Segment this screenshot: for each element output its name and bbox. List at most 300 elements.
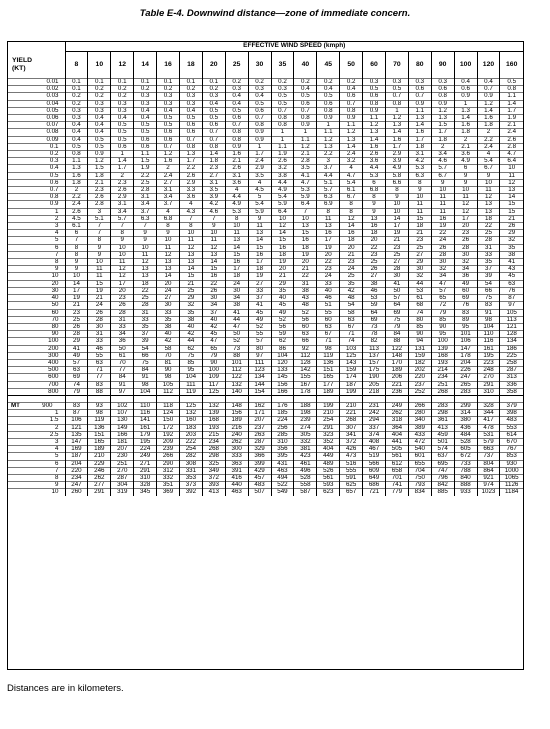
distance-cell: 0.6 [363,93,386,100]
distance-cell: 246 [88,467,111,474]
distance-cell: 12 [111,266,134,273]
distance-cell: 35 [500,244,523,251]
distance-cell: 17 [385,223,408,230]
distance-cell: 6.4 [294,201,317,208]
distance-cell: 79 [385,323,408,330]
distance-cell: 670 [500,438,523,445]
distance-cell: 7 [134,223,157,230]
distance-cell: 3.4 [157,194,180,201]
distance-cell: 28 [65,331,88,338]
distance-cell: 40 [157,331,180,338]
distance-cell: 1.4 [454,115,477,122]
distance-cell: 63 [500,280,523,287]
distance-cell: 12 [157,251,180,258]
distance-cell: 373 [179,482,202,489]
distance-cell: 14 [157,273,180,280]
yield-cell: 0.3 [8,158,65,165]
distance-cell: 0.6 [454,86,477,93]
distance-cell: 0.3 [248,86,271,93]
distance-cell: 156 [225,410,248,417]
distance-cell: 3.1 [134,194,157,201]
distance-cell: 4.4 [271,179,294,186]
distance-cell: 88 [225,352,248,359]
distance-cell: 4.3 [179,208,202,215]
distance-cell: 16 [317,230,340,237]
distance-cell: 24 [88,302,111,309]
yield-cell: 4 [8,230,65,237]
distance-cell: 2.6 [363,151,386,158]
distance-cell: 20 [454,223,477,230]
distance-cell: 5 [248,194,271,201]
table-row [8,194,523,201]
distance-cell: 16 [294,237,317,244]
distance-cell: 483 [500,417,523,424]
distance-cell: 125 [179,402,202,409]
table-row [8,266,523,273]
table-row [8,323,523,330]
yield-cell: 0.01 [8,79,65,86]
distance-cell: 11 [431,208,454,215]
distance-cell: 16 [363,223,386,230]
distance-cell: 2.6 [88,194,111,201]
distance-cell: 23 [65,309,88,316]
distance-cell: 369 [157,489,180,496]
distance-cell: 352 [317,438,340,445]
distance-cell: 44 [179,338,202,345]
distance-cell: 436 [454,424,477,431]
distance-cell: 1.4 [385,129,408,136]
distance-cell: 21 [179,280,202,287]
distance-cell: 0.7 [385,93,408,100]
speed-header-50: 50 [340,52,363,79]
distance-cell: 14 [248,237,271,244]
distance-cell: 10 [134,244,157,251]
distance-cell: 155 [294,374,317,381]
distance-cell: 6.8 [157,215,180,222]
distance-cell: 0.3 [179,93,202,100]
distance-cell: 73 [363,323,386,330]
distance-cell: 12 [477,194,500,201]
distance-cell: 26 [454,237,477,244]
distance-cell: 8 [179,223,202,230]
distance-cell: 174 [340,374,363,381]
distance-cell: 416 [225,474,248,481]
distance-cell: 247 [65,482,88,489]
distance-cell: 10 [385,208,408,215]
distance-cell: 90 [431,323,454,330]
yield-cell: 0.04 [8,100,65,107]
yield-cell: 2 [8,215,65,222]
distance-cell: 132 [202,402,225,409]
speed-header-40: 40 [294,52,317,79]
distance-cell: 148 [225,402,248,409]
distance-cell: 0.4 [88,115,111,122]
distance-cell: 160 [179,417,202,424]
table-row [8,331,523,338]
distance-cell: 0.6 [294,100,317,107]
distance-cell: 31 [134,309,157,316]
distance-cell: 0.9 [431,100,454,107]
distance-cell: 14 [202,259,225,266]
yield-cell: 1 [8,410,65,417]
distance-cell: 31 [111,316,134,323]
distance-cell: 2.1 [225,158,248,165]
distance-cell: 199 [317,402,340,409]
distance-cell: 1.4 [202,151,225,158]
distance-cell: 11 [88,273,111,280]
distance-cell: 0.4 [477,79,500,86]
distance-cell: 52 [225,338,248,345]
distance-cell: 104 [477,323,500,330]
distance-cell: 0.3 [271,86,294,93]
distance-cell: 11 [88,266,111,273]
distance-cell: 0.2 [294,79,317,86]
distance-cell: 2.2 [179,165,202,172]
distance-cell: 332 [157,474,180,481]
table-row [8,136,523,143]
distance-cell: 112 [294,352,317,359]
distance-cell: 0.7 [157,143,180,150]
distance-cell: 192 [157,431,180,438]
distance-cell: 19 [248,273,271,280]
distance-cell: 30 [202,295,225,302]
distance-cell: 2.4 [477,143,500,150]
distance-cell: 0.4 [340,86,363,93]
distance-cell: 1.4 [111,158,134,165]
table-row [8,237,523,244]
distance-cell: 3.2 [340,158,363,165]
distance-cell: 2.7 [202,172,225,179]
distance-cell: 8 [340,208,363,215]
distance-cell: 4 [248,179,271,186]
table-row [8,187,523,194]
distance-cell: 1.2 [157,151,180,158]
distance-cell: 260 [65,489,88,496]
distance-cell: 210 [88,453,111,460]
distance-cell: 1 [454,100,477,107]
distance-cell: 0.2 [179,86,202,93]
distance-cell: 234 [431,374,454,381]
distance-cell: 0.3 [65,115,88,122]
distance-cell: 265 [454,381,477,388]
distance-cell: 105 [500,309,523,316]
speed-values-row [8,52,523,79]
distance-cell: 1.6 [65,172,88,179]
yield-cell: 0.08 [8,129,65,136]
distance-cell: 38 [294,287,317,294]
distance-cell: 10 [385,201,408,208]
distance-cell: 91 [111,381,134,388]
distance-cell: 63 [340,316,363,323]
distance-cell: 285 [271,431,294,438]
distance-cell: 449 [317,453,340,460]
yield-cell: 80 [8,323,65,330]
distance-cell: 5.8 [385,172,408,179]
distance-cell: 70 [157,352,180,359]
speed-header-70: 70 [385,52,408,79]
distance-cell: 32 [500,237,523,244]
distance-cell: 0.4 [111,115,134,122]
distance-cell: 0.2 [248,79,271,86]
distance-cell: 0.9 [363,107,386,114]
distance-cell: 2.5 [134,179,157,186]
distance-cell: 392 [179,489,202,496]
divider-cell [431,395,454,402]
yield-cell: 4 [8,446,65,453]
distance-cell: 0.5 [363,86,386,93]
distance-cell: 29 [500,230,523,237]
distance-cell: 0.5 [202,107,225,114]
distance-cell: 185 [271,410,294,417]
distance-cell: 9 [65,266,88,273]
divider-cell [340,395,363,402]
distance-cell: 361 [431,417,454,424]
distance-cell: 59 [271,331,294,338]
distance-cell: 15 [294,230,317,237]
distance-cell: 834 [408,489,431,496]
divider-cell [225,395,248,402]
distance-cell: 663 [477,446,500,453]
distance-cell: 0.5 [111,136,134,143]
distance-cell: 32 [408,273,431,280]
distance-cell: 3.1 [225,172,248,179]
divider-cell [271,395,294,402]
yield-header-blank [8,42,65,52]
distance-cell: 1.3 [454,107,477,114]
distance-cell: 229 [88,460,111,467]
distance-cell: 121 [65,424,88,431]
distance-cell: 310 [477,388,500,395]
distance-cell: 40 [271,295,294,302]
distance-cell: 85 [179,359,202,366]
distance-cell: 8 [88,237,111,244]
distance-cell: 3.1 [111,201,134,208]
table-row [8,467,523,474]
table-row [8,151,523,158]
distance-cell: 13 [202,251,225,258]
distance-cell: 605 [454,446,477,453]
distance-cell: 1.4 [408,122,431,129]
distance-cell: 429 [248,467,271,474]
distance-cell: 15 [225,251,248,258]
distance-cell: 131 [408,345,431,352]
yield-cell: 90 [8,331,65,338]
distance-cell: 93 [88,402,111,409]
distance-cell: 91 [477,309,500,316]
distance-cell: 98 [317,345,340,352]
yield-cell: 70 [8,316,65,323]
table-row [8,251,523,258]
distance-cell: 8 [340,201,363,208]
distance-cell: 46 [88,345,111,352]
distance-cell: 0.3 [134,93,157,100]
distance-cell: 40 [179,323,202,330]
distance-cell: 501 [431,438,454,445]
distance-cell: 1.2 [317,136,340,143]
distance-cell: 84 [385,331,408,338]
distance-cell: 11 [248,223,271,230]
distance-cell: 97 [111,388,134,395]
distance-cell: 27 [248,280,271,287]
distance-cell: 23 [408,237,431,244]
distance-cell: 226 [454,367,477,374]
distance-cell: 625 [340,482,363,489]
distance-cell: 21 [88,295,111,302]
table-row [8,438,523,445]
distance-cell: 393 [202,482,225,489]
distance-cell: 98 [477,316,500,323]
distance-cell: 168 [202,417,225,424]
distance-cell: 28 [134,302,157,309]
distance-cell: 2 [111,172,134,179]
yield-cell: 2.5 [8,431,65,438]
distance-cell: 328 [134,482,157,489]
distance-cell: 733 [454,460,477,467]
distance-cell: 22 [317,259,340,266]
distance-cell: 82 [363,338,386,345]
distance-cell: 4.9 [385,165,408,172]
distance-cell: 5.7 [317,187,340,194]
distance-cell: 224 [271,417,294,424]
speed-header-45: 45 [317,52,340,79]
distance-cell: 28 [454,244,477,251]
table-row [8,367,523,374]
distance-cell: 53 [363,295,386,302]
distance-cell: 76 [454,302,477,309]
distance-cell: 0.4 [65,122,88,129]
distance-cell: 140 [225,388,248,395]
distance-cell: 26 [431,244,454,251]
distance-cell: 71 [88,367,111,374]
distance-cell: 12 [134,259,157,266]
distance-cell: 35 [134,323,157,330]
distance-cell: 136 [88,424,111,431]
distance-cell: 353 [179,474,202,481]
distance-cell: 519 [363,453,386,460]
table-row [8,223,523,230]
distance-cell: 98 [134,381,157,388]
distance-cell: 341 [340,431,363,438]
yield-cell: 300 [8,352,65,359]
distance-cell: 33 [88,338,111,345]
distance-cell: 0.4 [134,115,157,122]
distance-cell: 172 [157,424,180,431]
distance-cell: 2.3 [111,179,134,186]
table-row [8,345,523,352]
distance-cell: 473 [340,453,363,460]
distance-cell: 50 [385,287,408,294]
distance-cell: 372 [340,438,363,445]
distance-cell: 122 [225,374,248,381]
distance-cell: 193 [202,424,225,431]
downwind-distance-table [8,42,523,496]
distance-cell: 156 [271,381,294,388]
distance-cell: 2.6 [179,172,202,179]
distance-cell: 230 [111,453,134,460]
distance-cell: 42 [179,331,202,338]
distance-cell: 4.9 [225,201,248,208]
distance-cell: 68 [408,302,431,309]
distance-cell: 54 [340,302,363,309]
distance-cell: 9 [111,237,134,244]
speed-header-20: 20 [202,52,225,79]
distance-cell: 283 [431,402,454,409]
distance-cell: 18 [363,230,386,237]
distance-cell: 10 [111,244,134,251]
distance-cell: 14 [385,215,408,222]
yield-label: YIELD [12,56,33,64]
distance-cell: 0.6 [431,86,454,93]
distance-cell: 95 [179,367,202,374]
distance-cell: 59 [363,302,386,309]
distance-cell: 147 [454,345,477,352]
distance-cell: 767 [500,446,523,453]
divider-cell [454,395,477,402]
distance-cell: 282 [179,453,202,460]
distance-cell: 132 [179,410,202,417]
distance-cell: 426 [340,446,363,453]
distance-cell: 10 [431,187,454,194]
distance-cell: 34 [202,302,225,309]
distance-cell: 328 [477,402,500,409]
wind-speed-label: EFFECTIVE WIND SPEED (kmph) [65,42,523,52]
table-row [8,474,523,481]
distance-cell: 39 [134,338,157,345]
distance-cell: 0.8 [271,122,294,129]
distance-cell: 77 [88,374,111,381]
divider-cell [157,395,180,402]
distance-cell: 0.6 [225,115,248,122]
distance-cell: 52 [271,316,294,323]
speed-header-35: 35 [271,52,294,79]
distance-cell: 2.1 [500,122,523,129]
speed-header-8: 8 [65,52,88,79]
distance-cell: 0.2 [157,86,180,93]
distance-cell: 1.9 [271,151,294,158]
distance-cell: 25 [363,259,386,266]
distance-cell: 10 [500,165,523,172]
yield-cell: 700 [8,381,65,388]
distance-cell: 66 [294,338,317,345]
distance-cell: 221 [340,410,363,417]
table-row [8,446,523,453]
distance-cell: 0.2 [225,79,248,86]
distance-cell: 2.4 [248,158,271,165]
distance-cell: 119 [317,352,340,359]
distance-cell: 0.4 [65,136,88,143]
distance-cell: 413 [431,424,454,431]
distance-cell: 3.5 [248,172,271,179]
distance-cell: 323 [317,431,340,438]
distance-cell: 2.4 [340,151,363,158]
distance-cell: 0.9 [248,129,271,136]
distance-cell: 206 [385,374,408,381]
distance-cell: 1.1 [65,158,88,165]
distance-cell: 37 [248,295,271,302]
distance-cell: 0.4 [225,100,248,107]
distance-cell: 0.9 [408,100,431,107]
distance-cell: 13 [294,223,317,230]
distance-cell: 210 [317,410,340,417]
distance-cell: 13 [500,187,523,194]
distance-cell: 5.1 [88,215,111,222]
distance-cell: 22 [294,273,317,280]
distance-cell: 484 [454,431,477,438]
distance-cell: 199 [340,388,363,395]
distance-cell: 3.6 [454,151,477,158]
distance-cell: 8 [408,179,431,186]
distance-cell: 2 [157,165,180,172]
